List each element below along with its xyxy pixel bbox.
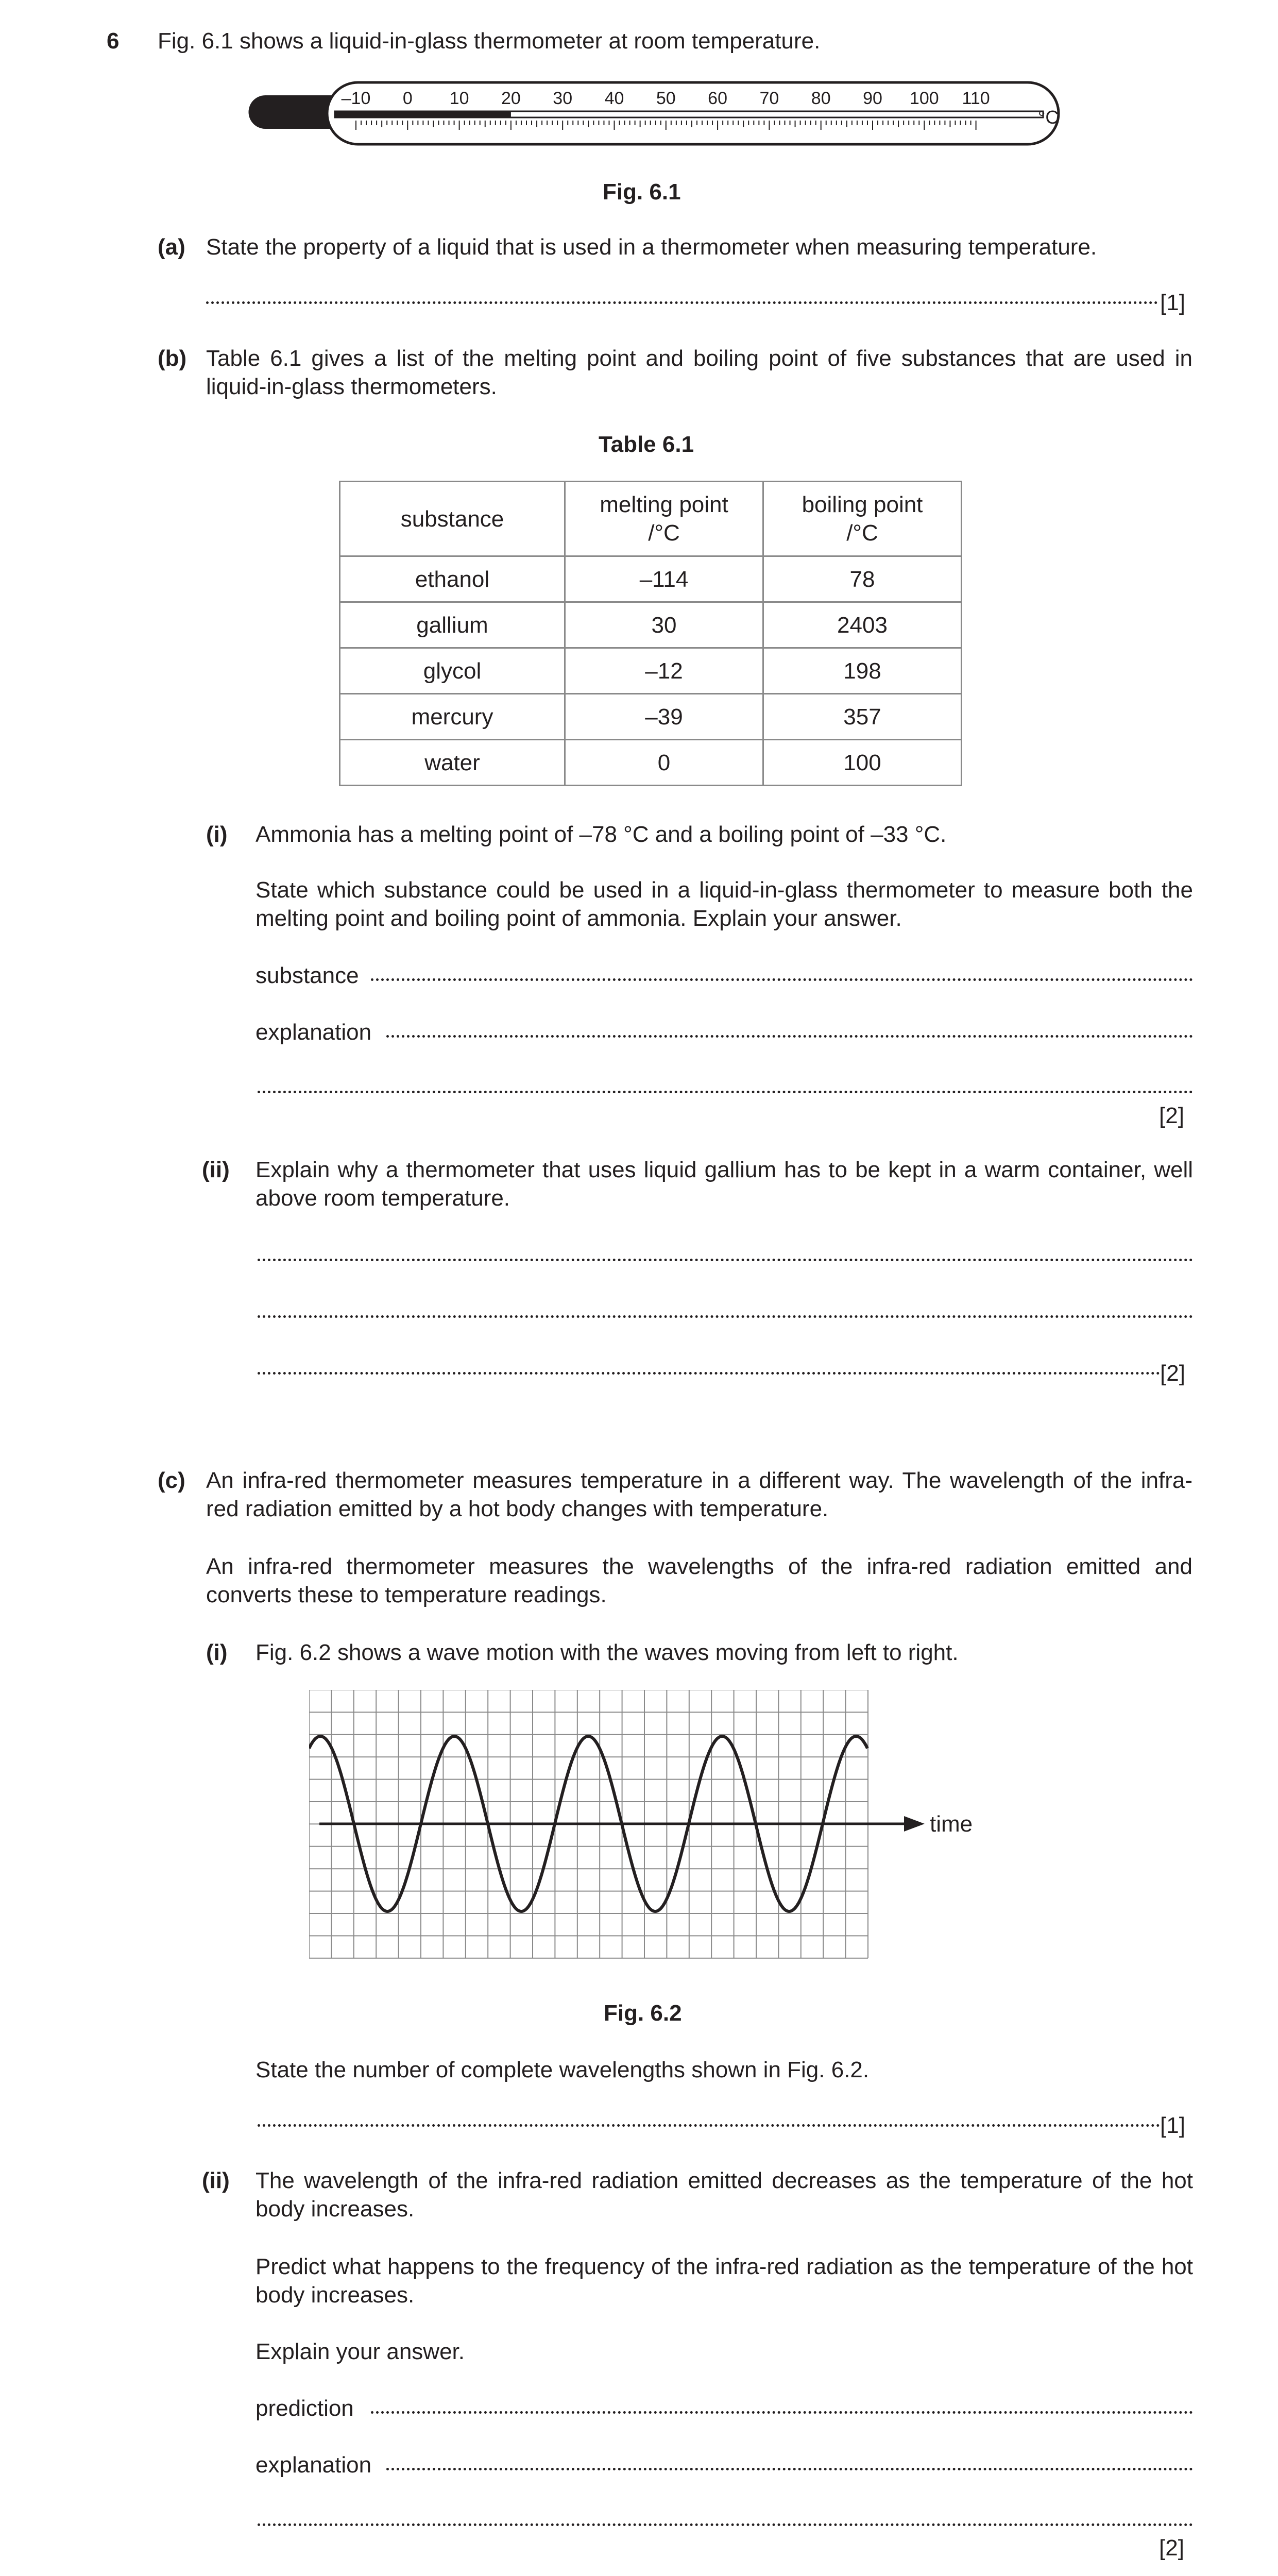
scale-label: 40 [604, 89, 624, 108]
table-header-row [340, 482, 962, 556]
scale-label: 10 [449, 89, 469, 108]
table-row [340, 648, 962, 694]
table-row [340, 556, 962, 602]
explanation-label-cii: explanation [255, 2452, 372, 2478]
part-c-ii-text1: The wavelength of the infra-red radiation emitted decreases as the temperature of the hot body increases. [255, 2168, 1193, 2222]
table-6-1 [339, 481, 962, 786]
part-c-ii-label: (ii) [202, 2168, 230, 2193]
part-c-ii-text3: Explain your answer. [255, 2339, 465, 2364]
table-cell: glycol [340, 648, 565, 694]
scale-label: 80 [811, 89, 831, 108]
explanation-label-bi: explanation [255, 1020, 372, 1045]
answer-line-a[interactable] [206, 283, 1158, 309]
part-b-text: Table 6.1 gives a list of the melting point and boiling point of five substances that are used in liquid-in-glass thermometers. [206, 346, 1192, 399]
table-cell: ethanol [340, 556, 565, 602]
header-melting-point: melting point /°C [565, 482, 763, 556]
mark-cii: [2] [1159, 2535, 1184, 2561]
part-b-label: (b) [158, 346, 187, 371]
table-cell: 357 [763, 694, 962, 740]
answer-line-explanation-bi[interactable] [386, 1017, 1193, 1043]
table-row [340, 740, 962, 786]
scale-label: 110 [962, 89, 990, 108]
answer-line-cii-extra[interactable] [258, 2505, 1193, 2531]
part-c-ii-text2: Predict what happens to the frequency of the infra-red radiation as the temperature of the hot body increases. [255, 2254, 1193, 2308]
answer-line-substance[interactable] [371, 960, 1193, 986]
answer-line-bii-2[interactable] [258, 1297, 1193, 1323]
mark-ci: [1] [1160, 2113, 1185, 2138]
fig61-caption: Fig. 6.1 [603, 179, 681, 205]
part-c-i-text: Fig. 6.2 shows a wave motion with the waves moving from left to right. [255, 1640, 959, 1665]
part-c-i-label: (i) [206, 1640, 228, 1665]
answer-line-ci[interactable] [258, 2106, 1160, 2132]
header-substance: substance [340, 482, 565, 556]
mark-a: [1] [1160, 290, 1185, 315]
part-a-text: State the property of a liquid that is used in a thermometer when measuring temperature. [206, 234, 1097, 260]
table-cell: 198 [763, 648, 962, 694]
part-b-i-label: (i) [206, 822, 228, 847]
scale-label: –10 [341, 89, 371, 108]
table-cell: mercury [340, 694, 565, 740]
table-cell: –12 [565, 648, 763, 694]
scale-label: 0 [402, 89, 413, 108]
table-cell: 30 [565, 602, 763, 648]
answer-line-bii-1[interactable] [258, 1241, 1193, 1266]
table-cell: water [340, 740, 565, 786]
answer-line-bi-extra[interactable] [258, 1073, 1193, 1098]
liquid-column [335, 111, 511, 117]
table-cell: 2403 [763, 602, 962, 648]
thermometer-figure [234, 77, 1079, 152]
mark-bi: [2] [1159, 1103, 1184, 1128]
part-b-i-text1: Ammonia has a melting point of –78 °C and a boiling point of –33 °C. [255, 822, 947, 847]
wave-figure [309, 1690, 1010, 1968]
part-c-label: (c) [158, 1468, 185, 1493]
part-a-label: (a) [158, 234, 185, 260]
time-axis-label: time [930, 1811, 973, 1837]
table-cell: 100 [763, 740, 962, 786]
part-b-ii-text: Explain why a thermometer that uses liquid gallium has to be kept in a warm container, well above room temperature. [255, 1157, 1193, 1211]
thermometer-bulb [249, 95, 338, 129]
question-intro: Fig. 6.1 shows a liquid-in-glass thermometer at room temperature. [158, 28, 821, 54]
time-axis-arrowhead [904, 1816, 925, 1832]
scale-label: 70 [759, 89, 779, 108]
scale-label: 60 [708, 89, 728, 108]
thermometer-unit: °C [1038, 107, 1059, 128]
scale-label: 30 [553, 89, 573, 108]
part-c-text2: An infra-red thermometer measures the wavelengths of the infra-red radiation emitted and converts these to temperature readings. [206, 1554, 1192, 1607]
table-cell: gallium [340, 602, 565, 648]
question-number: 6 [107, 28, 120, 54]
table-row [340, 694, 962, 740]
answer-line-bii-3[interactable] [258, 1354, 1160, 1380]
scale-label: 20 [501, 89, 521, 108]
table-cell: 0 [565, 740, 763, 786]
part-c-text1: An infra-red thermometer measures temperature in a different way. The wavelength of the infra-red radiation emitted by a hot body changes with temperature. [206, 1468, 1192, 1521]
answer-line-prediction[interactable] [371, 2393, 1193, 2419]
substance-label: substance [255, 963, 359, 988]
table61-caption: Table 6.1 [599, 432, 694, 457]
table-cell: –39 [565, 694, 763, 740]
header-boiling-point: boiling point /°C [763, 482, 962, 556]
part-b-ii-label: (ii) [202, 1157, 230, 1182]
mark-bii: [2] [1160, 1361, 1185, 1386]
scale-label: 100 [909, 89, 939, 108]
part-c-i-question: State the number of complete wavelengths shown in Fig. 6.2. [255, 2057, 870, 2082]
table-cell: –114 [565, 556, 763, 602]
answer-line-explanation-cii[interactable] [386, 2450, 1193, 2476]
fig62-caption: Fig. 6.2 [604, 2001, 682, 2026]
scale-label: 50 [656, 89, 676, 108]
table-row [340, 602, 962, 648]
scale-label: 90 [863, 89, 882, 108]
table-cell: 78 [763, 556, 962, 602]
prediction-label: prediction [255, 2396, 354, 2421]
part-b-i-text2: State which substance could be used in a liquid-in-glass thermometer to measure both the melting point and boiling point of ammonia. Explain your answer. [255, 877, 1193, 931]
